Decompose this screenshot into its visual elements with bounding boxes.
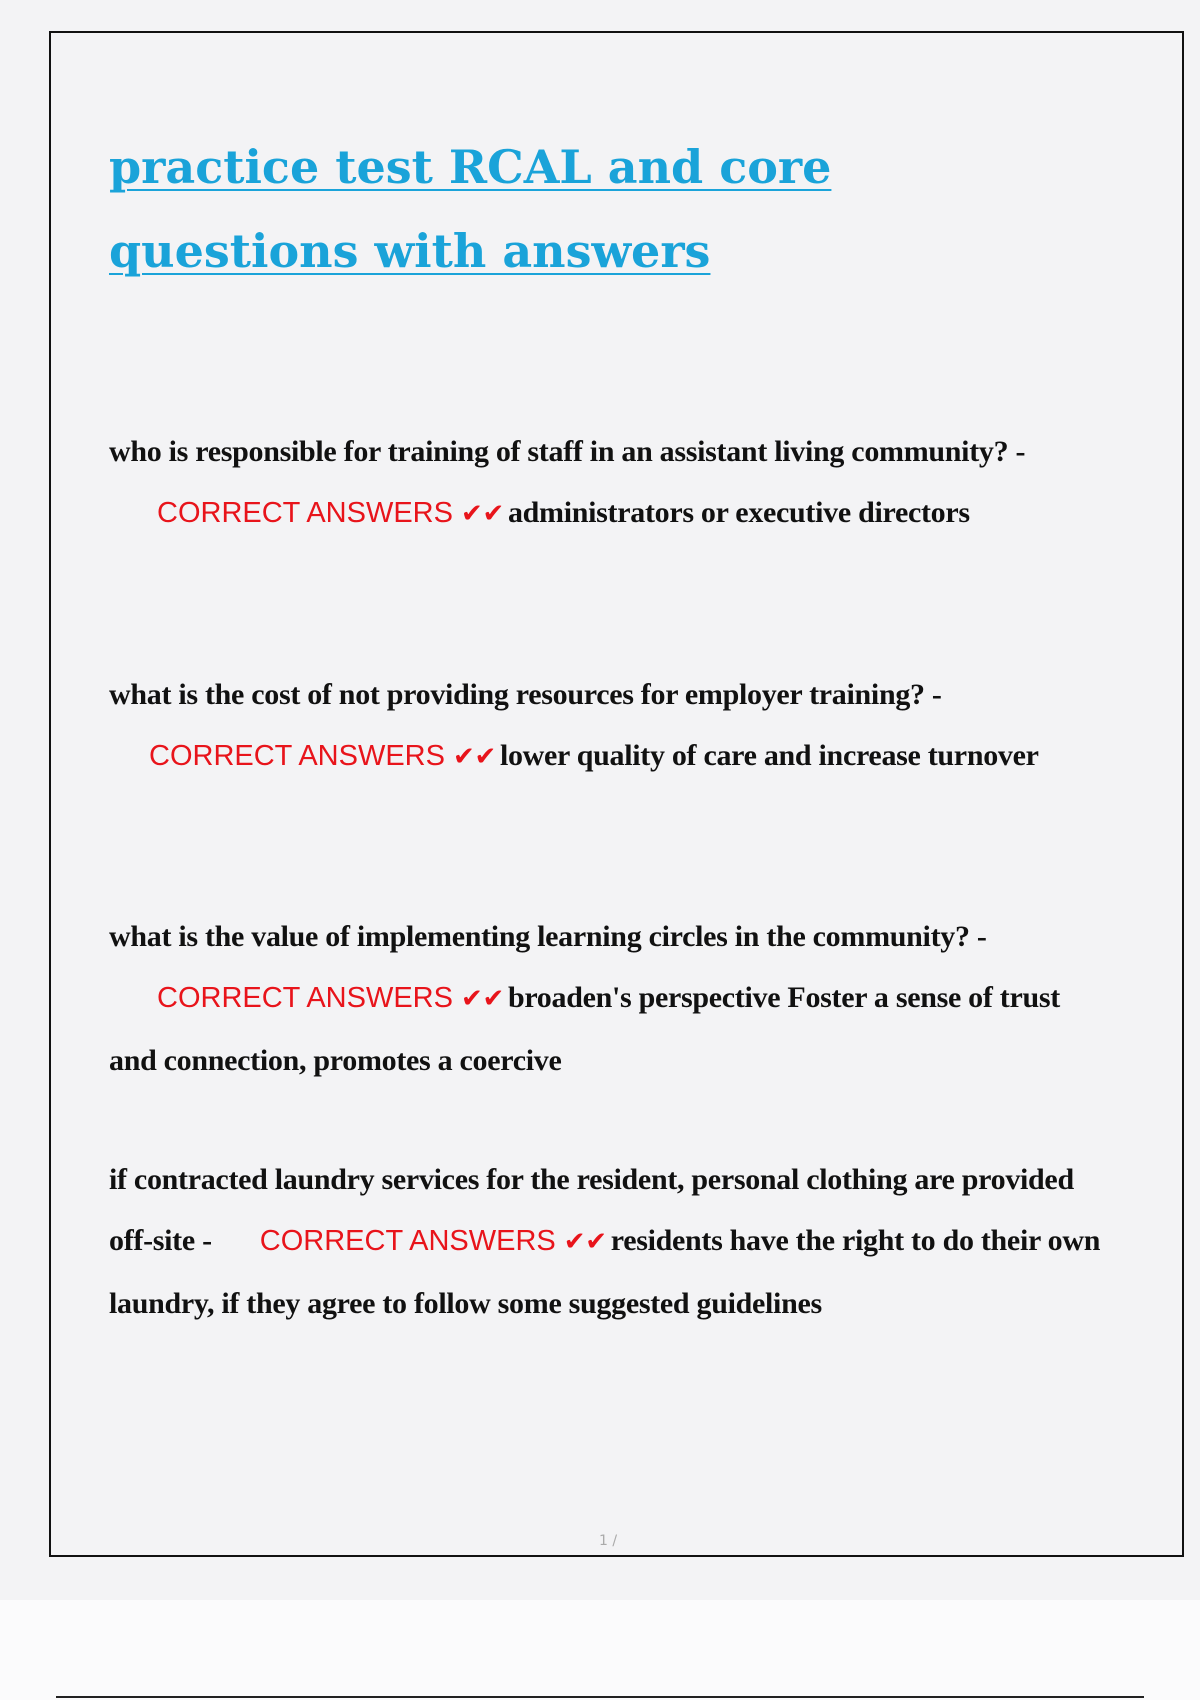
answer-text: residents have the right to do their own laundry, if they agree to follow some suggested guidelines (109, 1224, 1101, 1320)
correct-answers-label: CORRECT ANSWERS (157, 497, 453, 529)
question-text: what is the value of implementing learning circles in the community? - (109, 920, 987, 953)
next-page-area (0, 1600, 1200, 1700)
qa-item (109, 1149, 1109, 1334)
qa-item (109, 421, 1109, 545)
page-number: 1 / (599, 1533, 618, 1549)
correct-answers-label: CORRECT ANSWERS (149, 740, 445, 772)
check-marks-icon: ✔✔ (460, 984, 504, 1014)
answer-text: administrators or executive directors (507, 496, 970, 529)
question-text: who is responsible for training of staff in an assistant living community? - (109, 435, 1026, 468)
qa-item (109, 664, 1109, 788)
question-text: what is the cost of not providing resources for employer training? - (109, 678, 942, 711)
answer-text: lower quality of care and increase turnover (499, 739, 1039, 772)
divider (56, 1696, 1144, 1698)
question-text: if contracted laundry services for the resident, personal clothing are provided off-site - (109, 1163, 1074, 1257)
correct-answers-label: CORRECT ANSWERS (259, 1225, 556, 1257)
answer-text: broaden's perspective Foster a sense of trust and connection, promotes a coercive (109, 981, 1060, 1077)
document-title: practice test RCAL and core questions with answers (109, 140, 832, 278)
document-page (49, 31, 1184, 1557)
correct-answers-label: CORRECT ANSWERS (157, 982, 453, 1014)
qa-item (109, 906, 1109, 1091)
check-marks-icon: ✔✔ (460, 499, 504, 529)
check-marks-icon: ✔✔ (452, 742, 496, 772)
check-marks-icon: ✔✔ (563, 1227, 607, 1257)
